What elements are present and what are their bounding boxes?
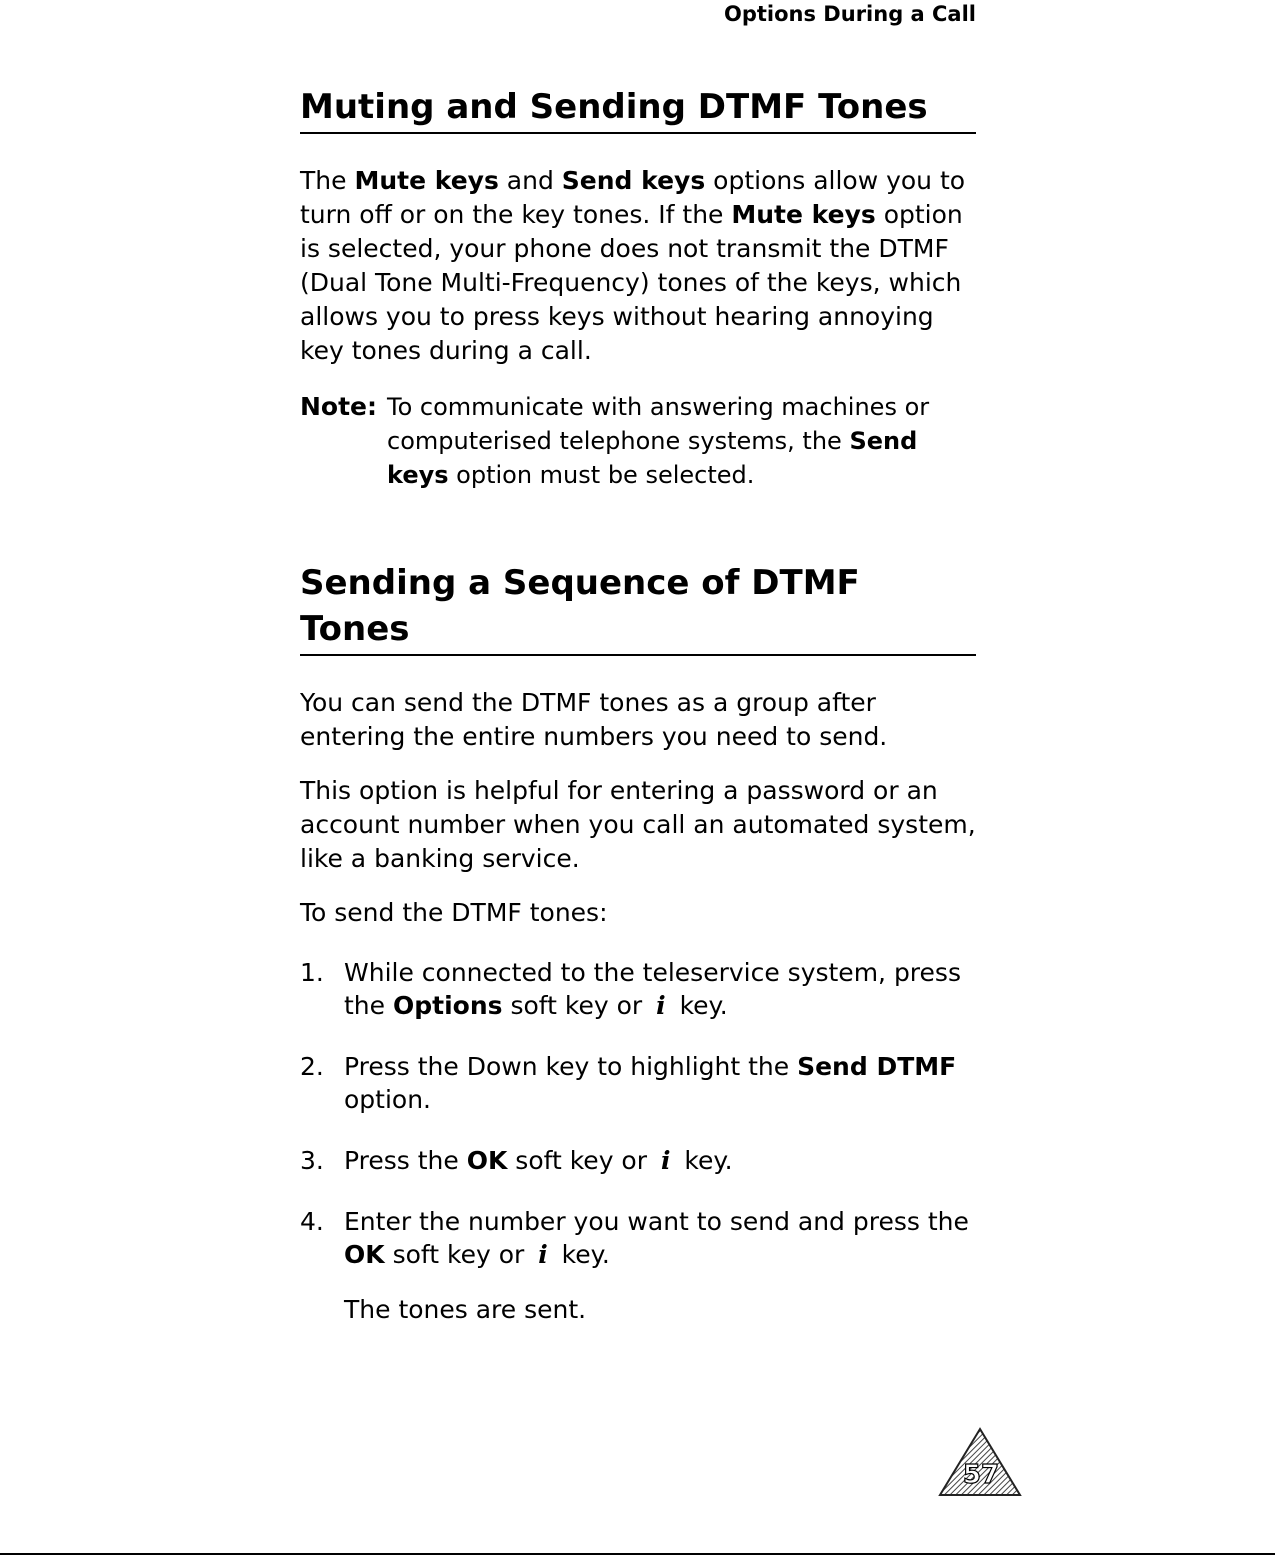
page-content (300, 84, 976, 1326)
step-4: 4. Enter the number you want to send and press the OK soft key or i key. The tones are sent. (300, 1205, 976, 1326)
i-key-icon: i (538, 1240, 548, 1269)
bottom-rule (0, 1553, 1275, 1555)
note-label: Note: (300, 392, 378, 421)
i-key-icon: i (660, 1146, 671, 1175)
page-number-badge (938, 1427, 1022, 1497)
i-key-icon: i (656, 991, 666, 1020)
muting-paragraph: The Mute keys and Send keys options allow you to turn off or on the key tones. If the Mute keys option is selected, your phone does not transmit the DTMF (Dual Tone Multi-Frequency) tones of the keys, which allows you to press keys without hearing annoying key tones during a call. (300, 166, 966, 365)
step-4-result: The tones are sent. (344, 1295, 587, 1324)
step-2: 2. Press the Down key to highlight the Send DTMF option. (300, 1052, 957, 1114)
note: Note: To communicate with answering machines or computerised telephone systems, the Send keys option must be selected. (300, 392, 930, 489)
running-header: Options During a Call (724, 2, 976, 26)
step-1: 1. While connected to the teleservice system, press the Options soft key or i key. (300, 958, 961, 1020)
section-heading-sequence: Sending a Sequence of DTMF Tones (300, 560, 976, 656)
sequence-paragraph-2: This option is helpful for entering a password or an account number when you call an automated system, like a banking service. (300, 776, 976, 873)
section-heading-muting: Muting and Sending DTMF Tones (300, 84, 976, 134)
sequence-paragraph-1: You can send the DTMF tones as a group after entering the entire numbers you need to send. (300, 688, 888, 751)
steps-list (300, 956, 976, 1326)
step-3: 3. Press the OK soft key or i key. (300, 1146, 733, 1175)
sequence-paragraph-3: To send the DTMF tones: (300, 898, 608, 927)
page-number: 57 (962, 1460, 1000, 1490)
